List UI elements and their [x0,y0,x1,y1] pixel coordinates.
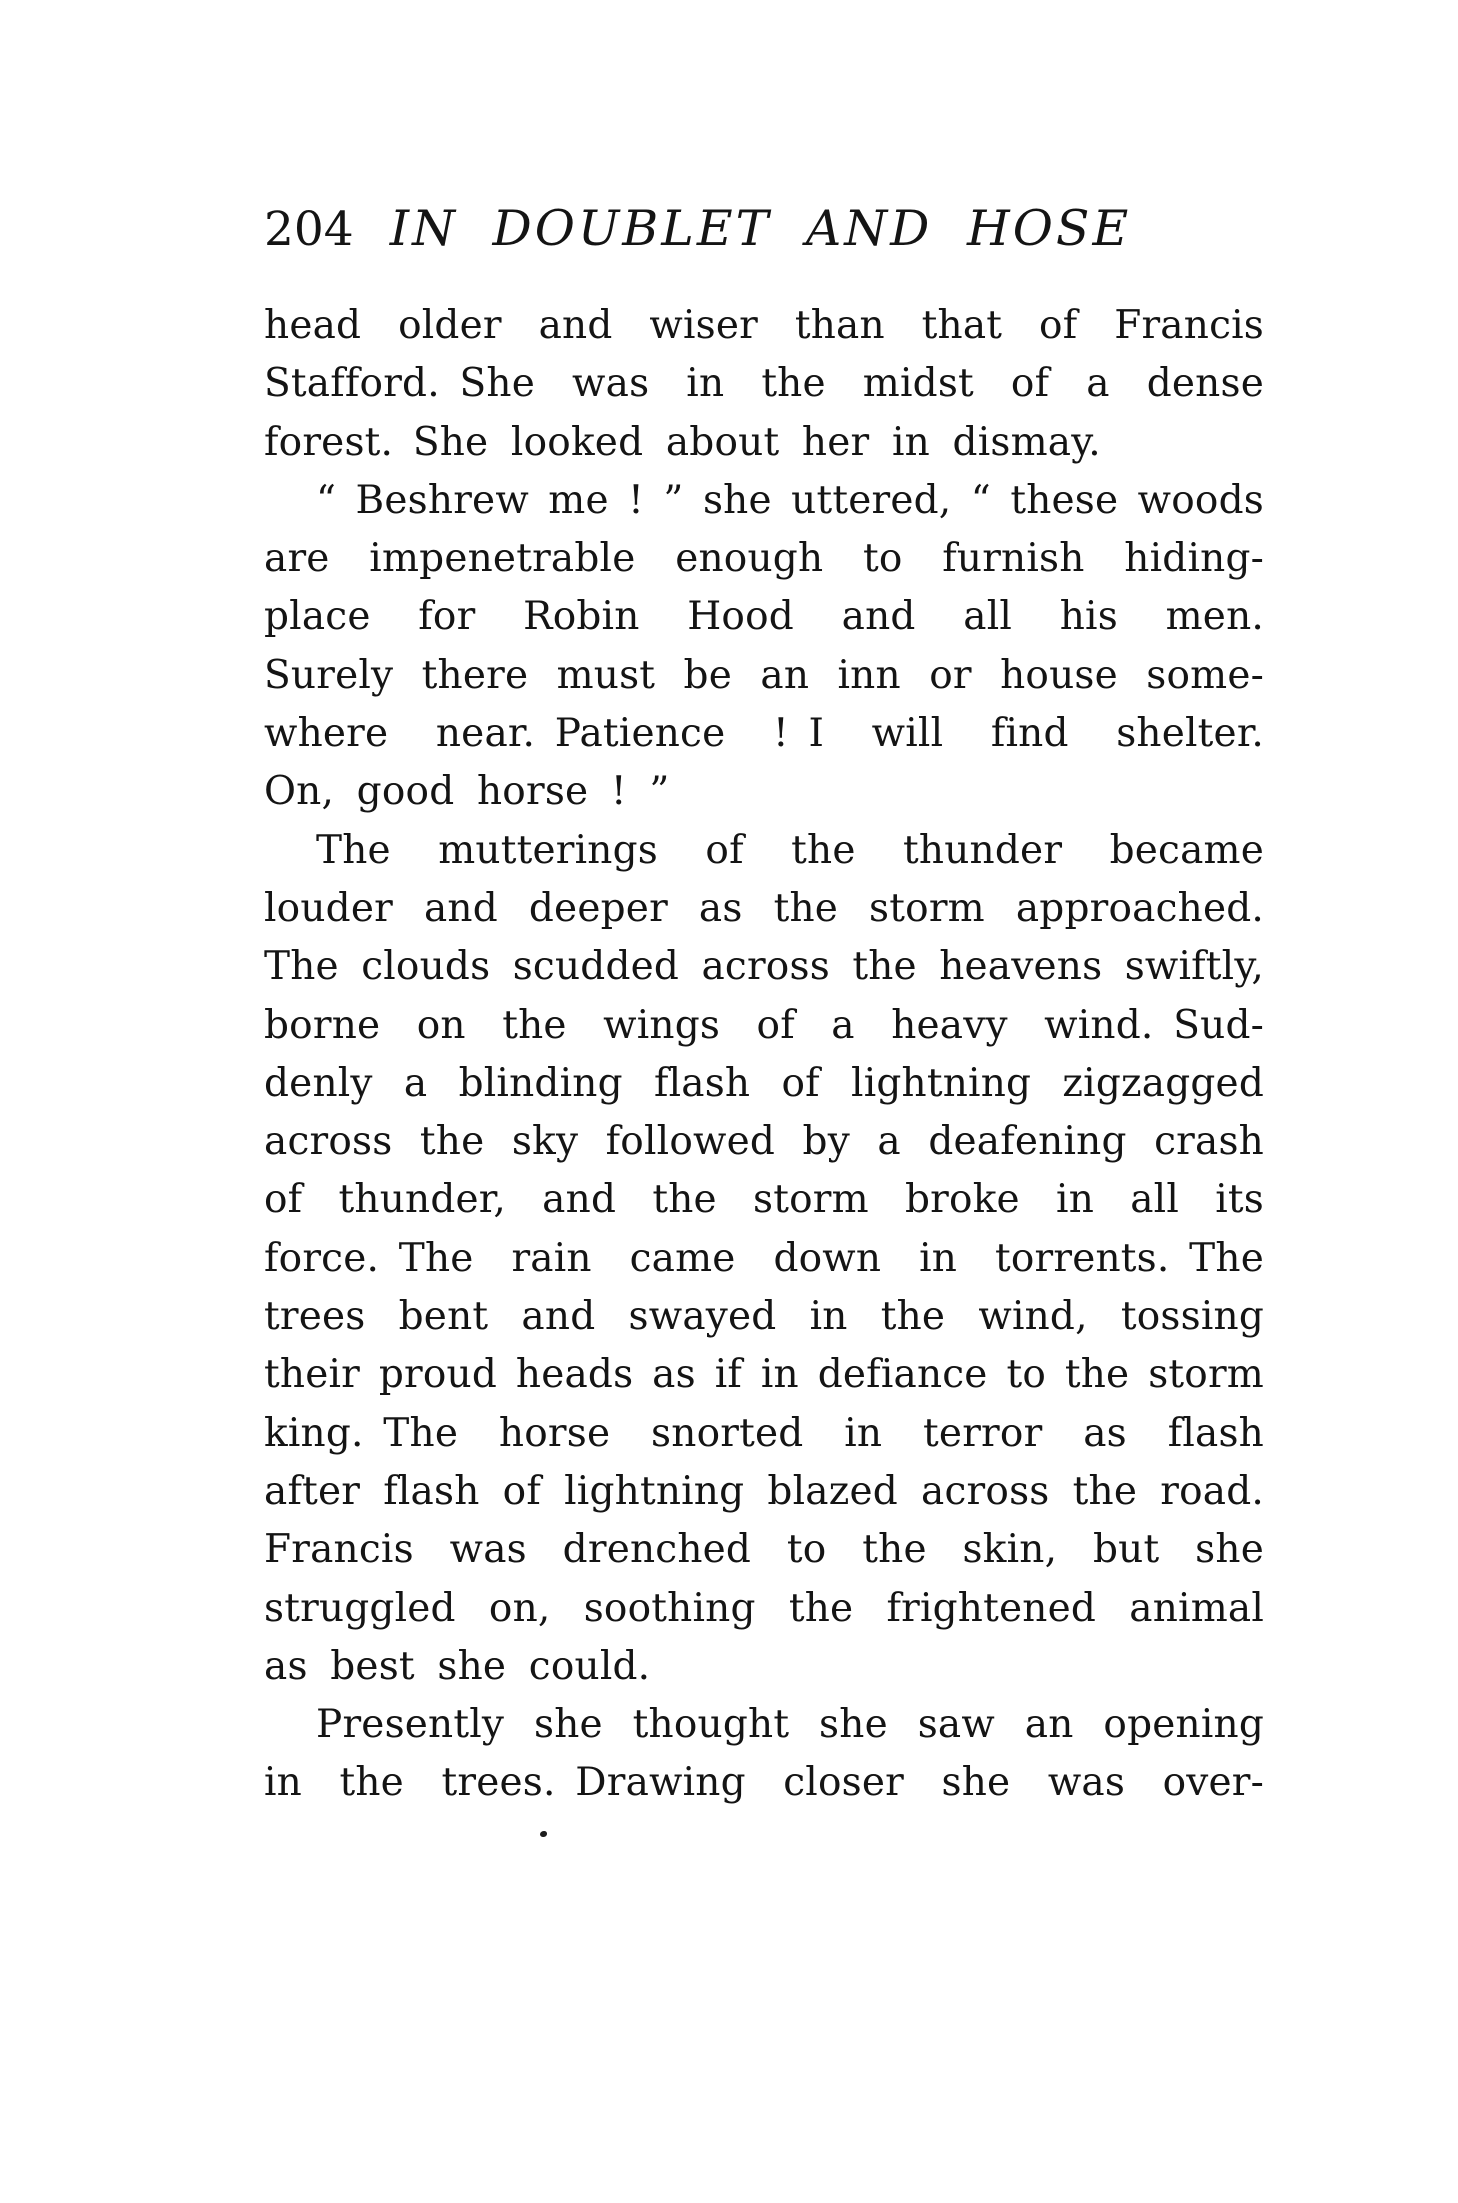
text-line: trees bent and swayed in the wind, tossing [264,1294,1264,1340]
text-line: force. The rain came down in torrents. The [264,1235,1264,1281]
text-line: forest. She looked about her in dismay. [264,419,1101,465]
text-line: On, good horse ! ” [264,769,670,815]
text-line: of thunder, and the storm broke in all its [264,1177,1264,1223]
text-line: across the sky followed by a deafening crash [264,1119,1264,1165]
running-title: IN DOUBLET AND HOSE [389,200,1132,257]
text-line: place for Robin Hood and all his men. [264,594,1264,640]
text-line: their proud heads as if in defiance to the storm [264,1352,1264,1398]
text-line: louder and deeper as the storm approached. [264,885,1264,931]
text-line: where near. Patience ! I will find shelter. [264,711,1264,757]
text-line: as best she could. [264,1643,651,1689]
running-head [264,200,1132,257]
text-line: The mutterings of the thunder became [316,827,1264,873]
text-line: The clouds scudded across the heavens swiftly, [264,944,1264,990]
text-line: are impenetrable enough to furnish hiding- [264,536,1264,582]
text-line: denly a blinding flash of lightning zigzagged [264,1060,1264,1106]
text-line: head older and wiser than that of Francis [264,303,1264,348]
text-line: struggled on, soothing the frightened animal [264,1585,1264,1631]
text-line: in the trees. Drawing closer she was over- [264,1760,1264,1806]
text-line: borne on the wings of a heavy wind. Sud- [264,1002,1264,1048]
text-line: “ Beshrew me ! ” she uttered, “ these woods [316,477,1264,523]
text-line: Presently she thought she saw an opening [316,1702,1264,1748]
text-line: Francis was drenched to the skin, but she [264,1527,1264,1573]
text-line: king. The horse snorted in terror as flash [264,1410,1264,1456]
text-line: Stafford. She was in the midst of a dense [264,361,1264,407]
page-body-text [264,297,1264,1813]
text-line: Surely there must be an inn or house some- [264,652,1264,698]
text-line: after flash of lightning blazed across the road. [264,1468,1264,1514]
page-number: 204 [264,202,354,257]
ink-speck [540,1831,547,1837]
